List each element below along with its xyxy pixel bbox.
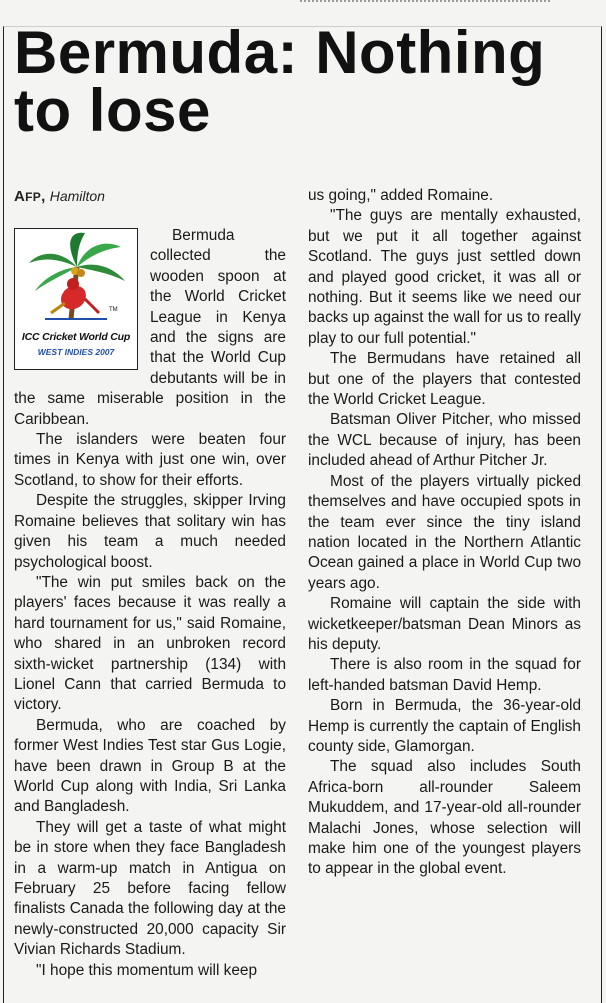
paragraph: The squad also includes South Africa-born all-rounder Saleem Mukuddem, and 17-year-old all-rounder Malachi Jones, whose selection will make him one of the youngest players to appear in the global event.: [308, 758, 581, 878]
headline: Bermuda: Nothing to lose: [14, 19, 546, 144]
paragraph: The islanders were beaten four times in Kenya with just one win, over Scotland, to show for their efforts.: [14, 431, 286, 489]
paragraph: Bermuda collected the wooden spoon at the World Cricket League in Kenya and the signs are that the World Cup debutants will be in the same miserable position in the Caribbean.: [14, 227, 286, 428]
byline-place: Hamilton: [49, 188, 105, 204]
palm-tree-mascot-icon: [15, 229, 137, 327]
paragraph: Most of the players virtually picked themselves and have occupied spots in the team ever since the tiny island nation located in the Northern Atlantic Ocean gained a place in World Cup two years ago.: [308, 472, 581, 592]
byline-agency: AFP,: [14, 188, 46, 205]
paragraph: "The win put smiles back on the players' faces because it was really a hard tournament for us," said Romaine, who shared in an unbroken record sixth-wicket partnership (134) with Lionel Cann that carried Bermuda to victory.: [14, 573, 286, 714]
paragraph: "The guys are mentally exhausted, but we put it all together against Scotland. The guys just settled down and played good cricket, it was all or nothing. But it seems like we need our backs up against the wall for us to really play to our full potential.": [308, 207, 581, 347]
svg-text:TM: TM: [109, 307, 118, 313]
paragraph: Bermuda, who are coached by former West Indies Test star Gus Logie, have been drawn in Group B at the World Cup along with India, Sri Lanka and Bangladesh.: [14, 716, 286, 816]
paragraph: There is also room in the squad for left-handed batsman David Hemp.: [308, 656, 581, 694]
logo-subtitle: WEST INDIES 2007: [37, 347, 115, 357]
article-column-1: [14, 226, 286, 981]
paragraph: "I hope this momentum will keep: [36, 961, 258, 979]
top-border-strip: [300, 0, 550, 5]
paragraph: Despite the struggles, skipper Irving Romaine believes that solitary win has given his team a much needed psychological boost.: [14, 492, 286, 571]
paragraph: Born in Bermuda, the 36-year-old Hemp is currently the captain of English county side, Glamorgan.: [308, 697, 581, 755]
logo-title: ICC Cricket World Cup: [21, 331, 131, 343]
paragraph: Batsman Oliver Pitcher, who missed the WCL because of injury, has been included ahead of Arthur Pitcher Jr.: [308, 411, 581, 470]
paragraph: us going," added Romaine.: [308, 187, 494, 204]
paragraph: Romaine will captain the side with wicketkeeper/batsman Dean Minors as his deputy.: [308, 595, 581, 653]
byline: [14, 188, 105, 205]
article-column-2: [308, 186, 581, 880]
world-cup-logo: [14, 228, 138, 370]
paragraph: The Bermudans have retained all but one of the players that contested the World Cricket League.: [308, 350, 581, 409]
paragraph: They will get a taste of what might be in store when they face Bangladesh in a warm-up match in Antigua on February 25 before facing fellow finalists Canada the following day at the newly-constructed 20,000 capacity Sir Vivian Richards Stadium.: [14, 818, 286, 959]
